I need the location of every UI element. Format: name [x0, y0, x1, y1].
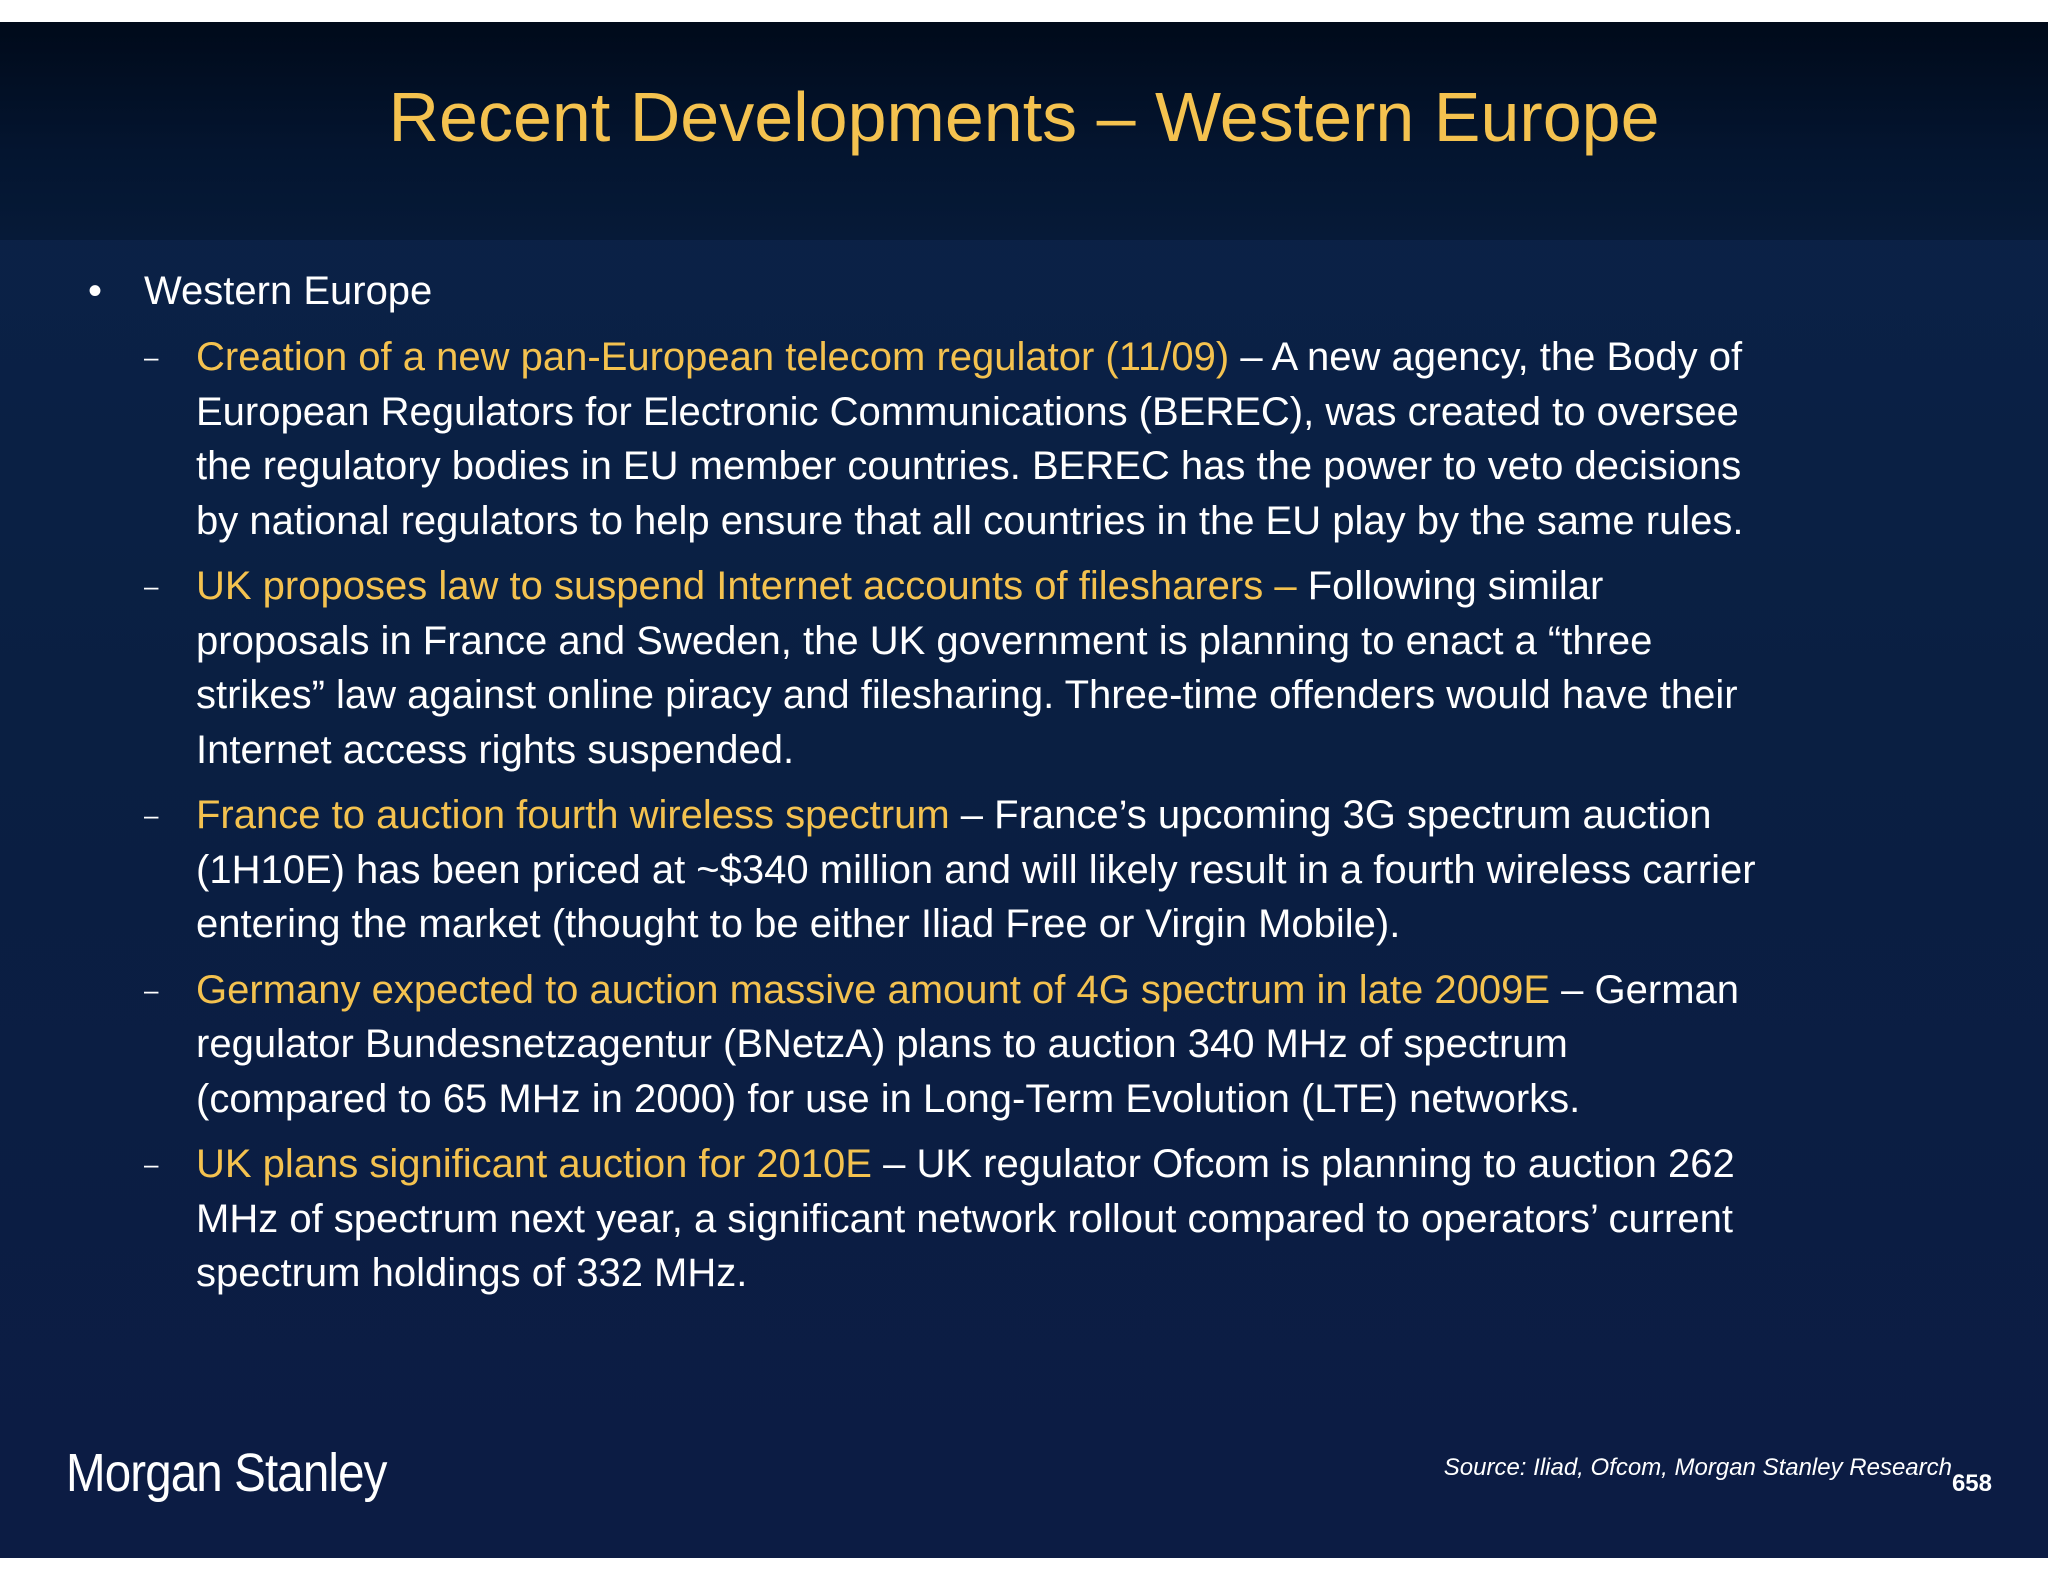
item-line [196, 330, 2048, 385]
slide-title: Recent Developments – Western Europe [388, 78, 1660, 156]
item-highlight: UK plans significant auction for 2010E [196, 1142, 872, 1186]
item-line [196, 1137, 2048, 1192]
item-line: (compared to 65 MHz in 2000) for use in Long-Term Evolution (LTE) networks. [196, 1076, 1581, 1121]
item-highlight: France to auction fourth wireless spectrum [196, 793, 950, 837]
bullet-label: Western Europe [144, 269, 433, 313]
title-bar [0, 22, 2048, 240]
bullet-icon: • [88, 269, 103, 313]
item-line: the regulatory bodies in EU member countries. BEREC has the power to veto decisions [196, 444, 1742, 488]
slide-content [88, 264, 2008, 1312]
list-item [88, 1137, 2048, 1301]
morgan-stanley-logo: Morgan Stanley [66, 1443, 387, 1503]
page-number: 658 [1951, 1470, 1992, 1497]
slide [0, 22, 2048, 1558]
item-line: by national regulators to help ensure that all countries in the EU play by the same rules. [196, 498, 1744, 543]
list-item [88, 330, 2048, 548]
dash-icon: – [144, 800, 159, 830]
item-line: proposals in France and Sweden, the UK government is planning to enact a “three [196, 618, 1653, 663]
item-text: – A new agency, the Body of [1229, 335, 1743, 379]
item-highlight: Germany expected to auction massive amount of 4G spectrum in late 2009E [196, 967, 1551, 1012]
top-bullet [88, 264, 2008, 318]
list-item [88, 559, 2048, 777]
dash-icon: – [144, 571, 159, 601]
item-line [196, 788, 2048, 843]
sub-bullet-list [88, 330, 2008, 1301]
item-line: entering the market (thought to be either Iliad Free or Virgin Mobile). [196, 902, 1401, 946]
item-text: – France’s upcoming 3G spectrum auction [949, 793, 1712, 837]
item-line: spectrum holdings of 332 MHz. [196, 1251, 748, 1295]
item-line: European Regulators for Electronic Communications (BEREC), was created to oversee [196, 389, 1739, 434]
item-line: strikes” law against online piracy and filesharing. Three-time offenders would have their [196, 673, 1738, 717]
dash-icon: – [144, 342, 159, 372]
item-line: regulator Bundesnetzagentur (BNetzA) plans to auction 340 MHz of spectrum [196, 1022, 1568, 1066]
item-text: – UK regulator Ofcom is planning to auction 262 [871, 1142, 1735, 1186]
item-line: Internet access rights suspended. [196, 727, 795, 772]
item-line: MHz of spectrum next year, a significant network rollout compared to operators’ current [196, 1196, 1733, 1241]
item-line [196, 963, 2048, 1018]
item-highlight: UK proposes law to suspend Internet accounts of filesharers – [196, 564, 1308, 608]
source-note: Source: Iliad, Ofcom, Morgan Stanley Research [1443, 1454, 1952, 1481]
item-text: Following similar [1307, 564, 1604, 608]
item-text: – German [1550, 967, 1740, 1012]
dash-icon: – [144, 1149, 159, 1179]
list-item [88, 788, 2048, 952]
item-line [196, 559, 2048, 614]
item-line: (1H10E) has been priced at ~$340 million and will likely result in a fourth wireless carrier [196, 847, 1756, 892]
list-item [88, 963, 2048, 1127]
item-highlight: Creation of a new pan-European telecom regulator (11/09) [196, 335, 1230, 379]
dash-icon: – [144, 974, 159, 1005]
